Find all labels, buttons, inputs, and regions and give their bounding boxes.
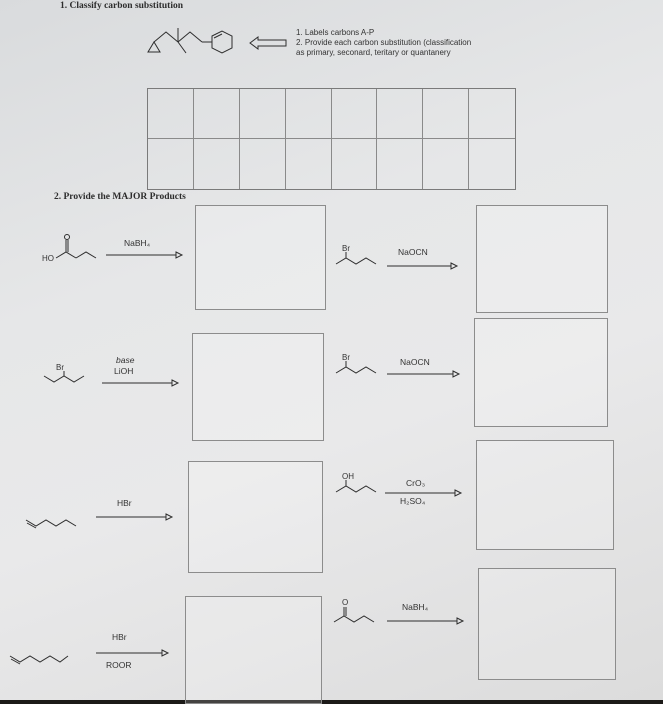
classification-table xyxy=(147,88,516,190)
reaction-5-arrow-icon xyxy=(387,261,457,271)
reaction-7-reagent-2: H₂SO₄ xyxy=(400,496,426,506)
table-cell[interactable] xyxy=(240,139,286,189)
table-cell[interactable] xyxy=(423,89,469,139)
q1-molecule-structure xyxy=(140,20,246,64)
reaction-5-answer-box[interactable] xyxy=(476,205,608,313)
table-cell[interactable] xyxy=(148,139,194,189)
reaction-1-reactant xyxy=(38,232,98,266)
reactant-atom-label: OH xyxy=(342,472,354,481)
reaction-5-reagent: NaOCN xyxy=(398,247,428,257)
reaction-1-reagent: NaBH₄ xyxy=(124,238,151,248)
reaction-1-arrow-icon xyxy=(106,250,182,260)
reaction-7-answer-box[interactable] xyxy=(476,440,614,550)
table-cell[interactable] xyxy=(286,89,332,139)
reaction-3-reactant xyxy=(24,508,78,530)
reaction-4-answer-box[interactable] xyxy=(185,596,322,704)
reactant-atom-label: Br xyxy=(56,363,64,372)
reaction-7-reagent-1: CrO₃ xyxy=(406,478,426,488)
reaction-3-arrow-icon xyxy=(96,512,172,522)
reactant-atom-label: O xyxy=(342,598,349,607)
reaction-2-arrow-icon xyxy=(102,378,178,388)
reaction-6-arrow-icon xyxy=(387,369,459,379)
reaction-4-reagent-2: ROOR xyxy=(106,660,132,670)
table-cell[interactable] xyxy=(423,139,469,189)
reaction-8-reactant xyxy=(330,596,378,630)
reaction-4-reactant xyxy=(8,644,70,666)
instruction-line-3: as primary, seconard, teritary or quantanery xyxy=(296,48,451,57)
reaction-6-answer-box[interactable] xyxy=(474,318,608,427)
reaction-5-reactant xyxy=(332,242,378,272)
reaction-2-reagent-2: LiOH xyxy=(114,366,134,376)
table-cell[interactable] xyxy=(469,139,515,189)
reaction-8-answer-box[interactable] xyxy=(478,568,616,680)
table-cell[interactable] xyxy=(332,139,378,189)
table-cell[interactable] xyxy=(148,89,194,139)
table-cell[interactable] xyxy=(286,139,332,189)
reaction-8-arrow-icon xyxy=(387,616,463,626)
reaction-2-reagent-1: base xyxy=(116,355,135,365)
reaction-4-reagent-1: HBr xyxy=(112,632,127,642)
left-arrow-icon xyxy=(248,36,290,50)
table-cell[interactable] xyxy=(377,139,423,189)
table-cell[interactable] xyxy=(377,89,423,139)
table-cell[interactable] xyxy=(194,89,240,139)
table-cell[interactable] xyxy=(240,89,286,139)
reaction-4-arrow-icon xyxy=(96,648,168,658)
reaction-8-reagent: NaBH₄ xyxy=(402,602,429,612)
table-cell[interactable] xyxy=(469,89,515,139)
instruction-line-1: 1. Labels carbons A-P xyxy=(296,28,375,37)
reaction-6-reactant xyxy=(332,351,378,381)
instruction-line-2: 2. Provide each carbon substitution (classification xyxy=(296,38,472,47)
reaction-7-reactant xyxy=(332,470,378,500)
reactant-atom-label: HO xyxy=(42,254,54,263)
reactant-atom-label: Br xyxy=(342,244,350,253)
reaction-3-reagent: HBr xyxy=(117,498,132,508)
reaction-2-answer-box[interactable] xyxy=(192,333,324,441)
reaction-1-answer-box[interactable] xyxy=(195,205,326,310)
question-2-title: 2. Provide the MAJOR Products xyxy=(54,192,186,202)
reaction-3-answer-box[interactable] xyxy=(188,461,323,573)
table-cell[interactable] xyxy=(332,89,378,139)
reactant-atom-label: Br xyxy=(342,353,350,362)
reaction-2-reactant xyxy=(40,358,88,388)
table-cell[interactable] xyxy=(194,139,240,189)
q1-instructions xyxy=(296,28,471,58)
reaction-6-reagent: NaOCN xyxy=(400,357,430,367)
question-1-title: 1. Classify carbon substitution xyxy=(60,1,183,11)
